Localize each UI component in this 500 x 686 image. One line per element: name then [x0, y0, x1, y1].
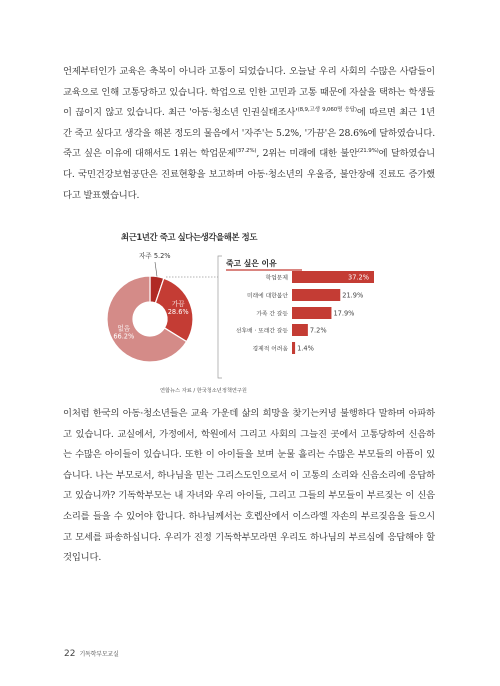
survey-figure — [106, 228, 396, 386]
bar-4 — [292, 342, 295, 354]
running-title: 기독학부모교실 — [79, 651, 119, 658]
bar-value-3: 7.2% — [309, 326, 327, 335]
body-paragraph-1 — [63, 62, 435, 206]
pie-leader-line — [155, 262, 157, 277]
paragraph-text: 언제부터인가 교육은 축복이 아니라 고통이 되었습니다. 오늘날 우리 사회의 수많은 사람들이 교육으로 인해 고통당하고 있습니다. 학업으로 인한 고민과 고통 때문에 자살을 택하는 학생들이 끊이지 않고 있습니다. 최근 '아동·청소년 인권실태조사' — [63, 66, 435, 119]
footnote-note: (21.9%) — [357, 148, 379, 155]
bar-value-2: 17.9% — [333, 309, 355, 318]
bar-label-3: 선후배 · 또래간 갈등 — [235, 328, 288, 335]
pie-label-0: 자주 5.2% — [138, 252, 171, 260]
paragraph-text: 에 따르면 최근 1년간 죽고 싶다고 생각을 해본 정도의 물음에서 '자주'는 5.2%, '가끔'은 28.6%에 달하였습니다. 죽고 싶은 이유에 대해서도 1위는 학업문제 — [63, 107, 435, 160]
bar-label-2: 가족 간 갈등 — [256, 311, 288, 318]
paragraph-text: 에 달하였습니다. 국민건강보험공단은 진료현황을 보고하며 아동·청소년의 우울증, 불안장애 진료도 증가했다고 발표했습니다. — [63, 148, 435, 201]
footnote-note: (37.2%) — [235, 148, 257, 155]
body-paragraph-2: 이처럼 한국의 아동·청소년들은 교육 가운데 삶의 희망을 찾기는커녕 불행하다 말하며 아파하고 있습니다. 교실에서, 가정에서, 학원에서 그리고 사회의 그늘진 곳에서 고통당하여 신음하는 수많은 아이들이 있습니다. 또한 이 아이들을 보며 눈물 흘리는 수많은 부모들의 아픔이 있습니다. 나는 부모로서, 하나님을 믿는 그리스도인으로서 이 고통의 소리와 신음소리에 응답하고 있습니까? 기독학부모는 내 자녀와 우리 아이들, 그리고 그들의 부모들이 부르짖는 이 신음소리를 들을 수 있어야 합니다. 하나님께서는 호렙산에서 이스라엘 자손의 부르짖음을 들으시고 모세를 파송하십니다. 우리가 진정 기독학부모라면 우리도 하나님의 부르심에 응답해야 할 것입니다. — [63, 408, 435, 564]
page-footer — [64, 641, 119, 660]
figure-title: 최근1년간 죽고 싶다는생각을해본 정도 — [121, 232, 258, 242]
pie-value-1: 28.6% — [167, 307, 189, 316]
bar-chart-title: 죽고 싶은 이유 — [226, 259, 277, 268]
footnote-note: (8,9,고생 9,060명 응답) — [297, 107, 357, 114]
bar-value-0: 37.2% — [348, 273, 369, 282]
bar-label-4: 경제적 어려움 — [252, 346, 288, 353]
figure-source: 연합뉴스 자료 / 한국청소년정책연구원 — [160, 388, 247, 394]
donut-hole — [133, 302, 167, 336]
paragraph-text: , 2위는 미래에 대한 불안 — [256, 148, 358, 160]
pie-value-2: 66.2% — [113, 332, 135, 341]
page-number: 22 — [64, 649, 76, 659]
bar-label-0: 학업문제 — [265, 275, 288, 282]
bar-label-1: 미래에 대한불안 — [246, 293, 288, 300]
pie-label-2: 없음 — [117, 324, 131, 333]
bar-2 — [292, 307, 331, 319]
pie-label-1: 가끔 — [171, 299, 185, 308]
bar-3 — [292, 324, 308, 336]
bracket-line — [218, 256, 222, 378]
bar-value-1: 21.9% — [342, 291, 364, 300]
bar-1 — [292, 289, 340, 301]
survey-charts — [106, 228, 396, 386]
bar-value-4: 1.4% — [297, 344, 314, 353]
